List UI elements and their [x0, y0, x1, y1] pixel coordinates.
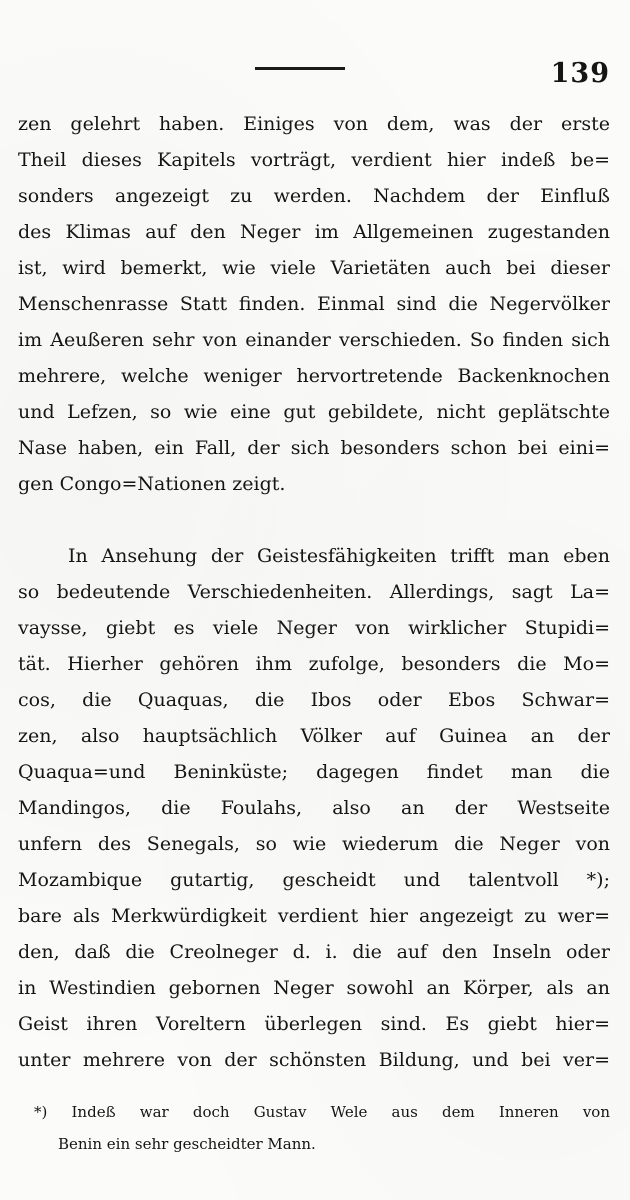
text-line: Geist ihren Voreltern überlegen sind. Es giebt hier=: [18, 1013, 610, 1035]
text-line: ist, wird bemerkt, wie viele Varietäten auch bei dieser: [18, 257, 610, 279]
text-line: Quaqua=und Beninküste; dagegen findet man die: [18, 761, 610, 783]
page-number: 139: [550, 58, 610, 89]
text-line: und Lefzen, so wie eine gut gebildete, nicht geplätschte: [18, 401, 610, 423]
text-line: Theil dieses Kapitels vorträgt, verdient hier indeß be=: [18, 149, 610, 171]
text-line: so bedeutende Verschiedenheiten. Allerdings, sagt La=: [18, 581, 610, 603]
text-line: Nase haben, ein Fall, der sich besonders schon bei eini=: [18, 437, 610, 459]
text-line: bare als Merkwürdigkeit verdient hier angezeigt zu wer=: [18, 905, 610, 927]
text-line: des Klimas auf den Neger im Allgemeinen zugestanden: [18, 221, 610, 243]
paragraph-gap: [18, 502, 610, 538]
text-line: unfern des Senegals, so wie wiederum die Neger von: [18, 833, 610, 855]
text-line: mehrere, welche weniger hervortretende Backenknochen: [18, 365, 610, 387]
text-line: Mandingos, die Foulahs, also an der Westseite: [18, 797, 610, 819]
text-line: Menschenrasse Statt finden. Einmal sind die Negervölker: [18, 293, 610, 315]
footnote-line: *) Indeß war doch Gustav Wele aus dem Inneren von: [34, 1103, 610, 1121]
text-line: sonders angezeigt zu werden. Nachdem der Einfluß: [18, 185, 610, 207]
text-line: cos, die Quaquas, die Ibos oder Ebos Schwar=: [18, 689, 610, 711]
text-line: tät. Hierher gehören ihm zufolge, besonders die Mo=: [18, 653, 610, 675]
text-line: In Ansehung der Geistesfähigkeiten trifft man eben: [68, 545, 610, 567]
text-line: gen Congo=Nationen zeigt.: [18, 473, 286, 495]
footnote-line: Benin ein sehr gescheidter Mann.: [58, 1135, 316, 1153]
text-line: in Westindien gebornen Neger sowohl an Körper, als an: [18, 977, 610, 999]
text-line: den, daß die Creolneger d. i. die auf den Inseln oder: [18, 941, 610, 963]
footnote: [34, 1096, 610, 1160]
header-rule: [255, 67, 345, 70]
text-line: vaysse, giebt es viele Neger von wirklicher Stupidi=: [18, 617, 610, 639]
text-line: im Aeußeren sehr von einander verschieden. So finden sich: [18, 329, 610, 351]
body-text: [18, 106, 610, 1078]
text-line: zen gelehrt haben. Einiges von dem, was der erste: [18, 113, 610, 135]
text-line: Mozambique gutartig, gescheidt und talentvoll *);: [18, 869, 610, 891]
text-line: zen, also hauptsächlich Völker auf Guinea an der: [18, 725, 610, 747]
text-line: unter mehrere von der schönsten Bildung, und bei ver=: [18, 1049, 610, 1071]
